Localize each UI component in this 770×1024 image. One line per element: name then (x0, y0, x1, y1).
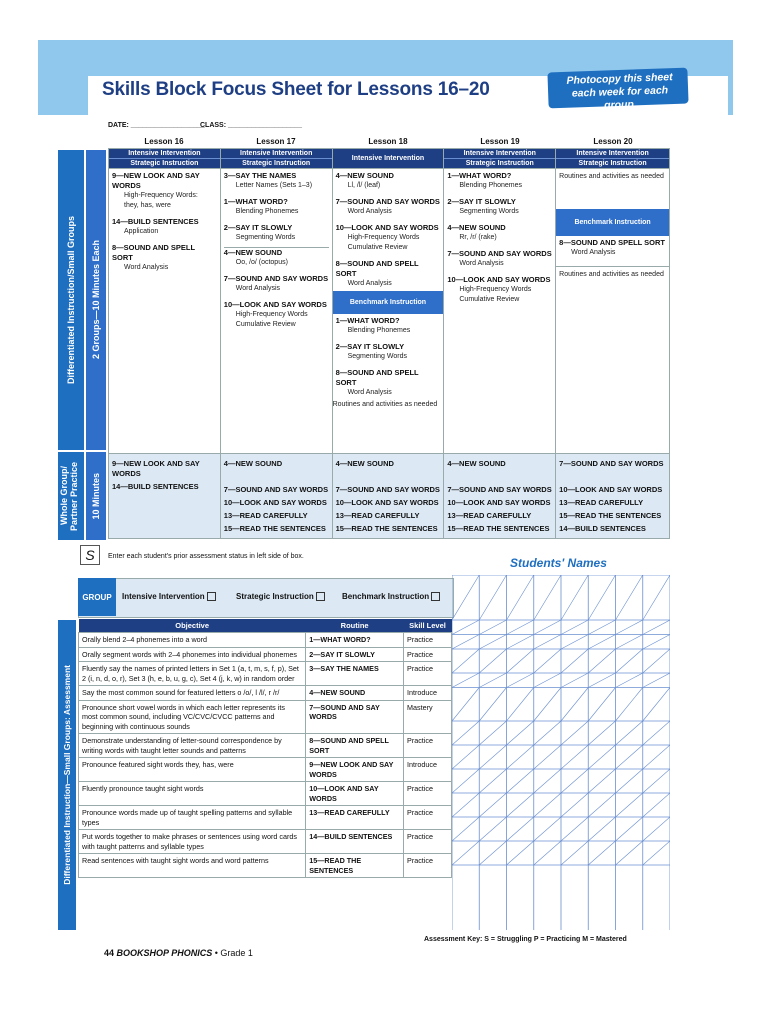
routine-title: 2—SAY IT SLOWLY (335, 342, 405, 351)
grid-cell-diagonal (616, 620, 643, 635)
objective-row (79, 734, 452, 758)
grid-cell-diagonal (616, 793, 643, 817)
whole-group-routine: 14—BUILD SENTENCES (112, 482, 199, 491)
l16-small-groups (109, 169, 221, 454)
grid-cell-diagonal (643, 769, 670, 793)
grid-cell-diagonal (452, 620, 479, 635)
l19-whole-group (444, 454, 556, 539)
whole-group-routine: 15—READ THE SENTENCES (447, 524, 550, 533)
small-group-row (109, 169, 670, 454)
group-label: GROUP (78, 578, 116, 616)
whole-group-row (109, 454, 670, 539)
ten-minutes-side-label: 10 Minutes (86, 452, 106, 540)
whole-group-routine: 10—LOOK AND SAY WORDS (559, 485, 663, 494)
routine-subtitle: High-Frequency Words (235, 311, 308, 318)
whole-group-routine: 9—NEW LOOK AND SAY WORDS (112, 459, 200, 478)
objective-cell: Orally segment words with 2–4 phonemes into individual phonemes (79, 647, 306, 662)
skill-level-cell: Practice (404, 633, 452, 648)
routine-title: 10—LOOK AND SAY WORDS (447, 275, 551, 284)
objective-row (79, 647, 452, 662)
grid-cell-diagonal (616, 817, 643, 841)
routine-subtitle: Cumulative Review (347, 244, 408, 251)
whole-group-routine: 7—SOUND AND SAY WORDS (559, 459, 664, 468)
grid-cell-diagonal (588, 745, 615, 769)
l16-whole-group (109, 454, 221, 539)
brand-name: BOOKSHOP PHONICS (116, 948, 213, 958)
routine-title: 1—WHAT WORD? (335, 316, 400, 325)
photocopy-note: Photocopy this sheet each week for each group. (566, 71, 673, 112)
routine-cell: 13—READ CAREFULLY (306, 806, 404, 830)
strategic-header: Strategic Instruction (109, 158, 220, 168)
lesson-header-row (108, 137, 670, 146)
objective-cell: Demonstrate understanding of letter-sound correspondence by writing words with taught letter sounds and patterns (79, 734, 306, 758)
grid-cell-diagonal (452, 649, 479, 673)
differentiated-side-label: Differentiated Instruction/Small Groups (58, 150, 84, 450)
grid-cell-diagonal (643, 817, 670, 841)
grid-cell-diagonal (507, 841, 534, 865)
grid-cell-diagonal (534, 673, 561, 688)
grid-cell-diagonal (616, 673, 643, 688)
grid-cell-diagonal (507, 745, 534, 769)
name-cell-diagonal (588, 575, 615, 620)
grid-cell-diagonal (561, 745, 588, 769)
grid-cell-diagonal (452, 769, 479, 793)
routine-subtitle: Blending Phonemes (459, 182, 523, 189)
grid-cell-diagonal (643, 745, 670, 769)
assessment-key: Assessment Key: S = Struggling P = Practicing M = Mastered (424, 936, 627, 943)
routine-subtitle: Cumulative Review (235, 321, 296, 328)
page-title: Skills Block Focus Sheet for Lessons 16–20 (102, 79, 490, 100)
grid-cell-diagonal (643, 673, 670, 688)
objective-row (79, 686, 452, 701)
grid-cell-diagonal (588, 817, 615, 841)
routine-subtitle: Rr, /r/ (rake) (459, 234, 497, 241)
skill-level-cell: Practice (404, 830, 452, 854)
grid-cell-diagonal (534, 649, 561, 673)
grid-cell-diagonal (561, 635, 588, 650)
routine-title: 8—SOUND AND SPELL SORT (335, 259, 419, 278)
objective-cell: Pronounce short vowel words in which each letter represents its most common sound, including VC/CVC/CVCC patterns and beginning with continuous sounds (79, 700, 306, 734)
grid-cell-diagonal (479, 769, 506, 793)
grid-cell-diagonal (479, 620, 506, 635)
routine-subtitle: they, has, were (124, 202, 171, 209)
skill-level-cell: Practice (404, 854, 452, 878)
routine-cell: 8—SOUND AND SPELL SORT (306, 734, 404, 758)
grid-cell-diagonal (561, 769, 588, 793)
whole-group-routine: 15—READ THE SENTENCES (335, 524, 438, 533)
grid-cell-diagonal (534, 745, 561, 769)
grid-cell-diagonal (616, 745, 643, 769)
s-icon: S (80, 545, 100, 565)
whole-group-routine: 13—READ CAREFULLY (223, 511, 308, 520)
grid-cell-diagonal (616, 841, 643, 865)
grid-cell-diagonal (479, 649, 506, 673)
l19-small-groups (444, 169, 556, 454)
objective-cell: Put words together to make phrases or sentences using word cards with taught patterns and syllable types (79, 830, 306, 854)
l17-whole-group (220, 454, 332, 539)
benchmark-header: Benchmark Instruction (333, 291, 444, 314)
strategic-header: Strategic Instruction (556, 158, 669, 168)
assessment-instruction: Enter each student's prior assessment status in left side of box. (108, 553, 304, 560)
routine-cell: 7—SOUND AND SAY WORDS (306, 700, 404, 734)
routine-subtitle: High-Frequency Words: (124, 192, 198, 199)
grid-cell-diagonal (588, 673, 615, 688)
schedule-table (108, 148, 670, 539)
grid-cell-diagonal (452, 817, 479, 841)
routine-subtitle: Letter Names (Sets 1–3) (235, 182, 313, 189)
grid-cell-diagonal (479, 721, 506, 745)
grid-cell-diagonal (507, 793, 534, 817)
students-names-label: Students' Names (510, 556, 607, 570)
routine-subtitle: Word Analysis (347, 389, 392, 396)
routine-title: 10—LOOK AND SAY WORDS (223, 300, 327, 309)
grid-cell-diagonal (561, 620, 588, 635)
whole-group-routine: 13—READ CAREFULLY (447, 511, 532, 520)
objective-cell: Pronounce words made up of taught spelling patterns and syllable types (79, 806, 306, 830)
routine-cell: 15—READ THE SENTENCES (306, 854, 404, 878)
whole-group-routine: 10—LOOK AND SAY WORDS (223, 498, 327, 507)
grid-cell-diagonal (588, 635, 615, 650)
routine-subtitle: Ll, /l/ (leaf) (347, 182, 381, 189)
group-option-intensive[interactable]: Intensive Intervention (122, 592, 216, 601)
routine-cell: 10—LOOK AND SAY WORDS (306, 782, 404, 806)
l20-whole-group (556, 454, 670, 539)
objective-cell: Orally blend 2–4 phonemes into a word (79, 633, 306, 648)
objectives-table (78, 619, 452, 878)
two-groups-side-label: 2 Groups—10 Minutes Each (86, 150, 106, 450)
date-label: DATE: ___________________ (108, 122, 205, 129)
lesson-18-header: Lesson 18 (368, 137, 408, 146)
grid-cell-diagonal (452, 745, 479, 769)
routines-note: Routines and activities as needed (332, 401, 438, 408)
grid-cell-diagonal (507, 769, 534, 793)
grid-cell-diagonal (479, 793, 506, 817)
whole-group-routine: 15—READ THE SENTENCES (559, 511, 662, 520)
routine-subtitle: High-Frequency Words (347, 234, 420, 241)
grid-cell-diagonal (616, 635, 643, 650)
routine-title: 4—NEW SOUND (447, 223, 506, 232)
routine-cell: 9—NEW LOOK AND SAY WORDS (306, 758, 404, 782)
routine-title: 7—SOUND AND SAY WORDS (447, 249, 552, 258)
whole-group-routine: 4—NEW SOUND (335, 459, 394, 468)
group-option-strategic[interactable]: Strategic Instruction (236, 592, 325, 601)
grid-cell-diagonal (507, 721, 534, 745)
grid-cell-diagonal (616, 769, 643, 793)
class-label: CLASS: ___________________ (200, 122, 302, 129)
grid-cell-diagonal (643, 649, 670, 673)
grid-cell-diagonal (452, 721, 479, 745)
assessment-side-label: Differentiated Instruction—Small Groups: Assessment (58, 620, 76, 930)
grid-cell-diagonal (479, 841, 506, 865)
objective-cell: Read sentences with taught sight words and word patterns (79, 854, 306, 878)
intensive-header: Intensive Intervention (444, 149, 555, 158)
grid-cell-diagonal (479, 635, 506, 650)
skill-level-cell: Practice (404, 647, 452, 662)
routine-subtitle: Oo, /o/ (octopus) (235, 259, 288, 266)
objective-row (79, 633, 452, 648)
whole-group-routine: 13—READ CAREFULLY (559, 498, 644, 507)
objective-row (79, 806, 452, 830)
routine-subtitle: Word Analysis (347, 208, 392, 215)
l18-small-groups (332, 169, 444, 454)
grid-cell-diagonal (588, 688, 615, 722)
routine-title: 8—SOUND AND SPELL SORT (112, 243, 195, 262)
intensive-header: Intensive Intervention (556, 149, 669, 158)
routine-title: 10—LOOK AND SAY WORDS (335, 223, 439, 232)
objective-cell: Say the most common sound for featured letters o /o/, l /l/, r /r/ (79, 686, 306, 701)
grid-cell-diagonal (643, 793, 670, 817)
grid-cell-diagonal (643, 688, 670, 722)
objective-row (79, 700, 452, 734)
grid-cell-diagonal (561, 721, 588, 745)
grid-cell-diagonal (588, 620, 615, 635)
skill-level-cell: Practice (404, 734, 452, 758)
grid-cell-diagonal (561, 673, 588, 688)
whole-group-routine: 10—LOOK AND SAY WORDS (447, 498, 551, 507)
grid-cell-diagonal (561, 688, 588, 722)
grid-cell-diagonal (588, 769, 615, 793)
routine-title: 7—SOUND AND SAY WORDS (223, 274, 329, 283)
intensive-header: Intensive Intervention (333, 154, 444, 163)
routine-subtitle: Blending Phonemes (347, 327, 411, 334)
grid-cell-diagonal (616, 721, 643, 745)
grid-cell-diagonal (588, 841, 615, 865)
grid-cell-diagonal (534, 635, 561, 650)
grid-cell-diagonal (561, 817, 588, 841)
checkbox-icon[interactable] (207, 592, 216, 601)
grid-cell-diagonal (534, 793, 561, 817)
objective-row (79, 662, 452, 686)
routine-title: 9—NEW LOOK AND SAY WORDS (112, 171, 200, 190)
skill-level-cell: Mastery (404, 700, 452, 734)
routine-cell: 1—WHAT WORD? (306, 633, 404, 648)
objective-cell: Fluently say the names of printed letters in Set 1 (a, t, m, s, f, p), Set 2 (i, n, d, o, r), Set 3 (h, e, b, u, g, c), Set 4 (j, k, w) in random order (79, 662, 306, 686)
grid-cell-diagonal (561, 793, 588, 817)
grid-cell-diagonal (643, 841, 670, 865)
name-cell-diagonal (643, 575, 670, 620)
objective-row (79, 854, 452, 878)
grid-cell-diagonal (452, 635, 479, 650)
grid-cell-diagonal (616, 688, 643, 722)
routine-column-header: Routine (306, 619, 404, 633)
whole-group-routine: 13—READ CAREFULLY (335, 511, 420, 520)
checkbox-icon[interactable] (316, 592, 325, 601)
intensive-header: Intensive Intervention (221, 149, 332, 158)
intensive-header: Intensive Intervention (109, 149, 220, 158)
skill-level-column-header: Skill Level (404, 619, 452, 633)
grid-cell-diagonal (588, 793, 615, 817)
routine-subtitle: Blending Phonemes (235, 208, 299, 215)
student-grid[interactable] (452, 575, 670, 930)
grid-cell-diagonal (507, 673, 534, 688)
l20-small-groups (556, 169, 670, 454)
routine-cell: 3—SAY THE NAMES (306, 662, 404, 686)
objective-row (79, 758, 452, 782)
grid-cell-diagonal (479, 688, 506, 722)
routine-subtitle: Word Analysis (347, 280, 392, 287)
routine-title: 3—SAY THE NAMES (223, 171, 297, 180)
routine-subtitle: Segmenting Words (459, 208, 519, 215)
grid-cell-diagonal (643, 620, 670, 635)
name-cell-diagonal (452, 575, 479, 620)
grade-label: • Grade 1 (214, 948, 253, 958)
grid-cell-diagonal (643, 635, 670, 650)
skill-level-cell: Practice (404, 806, 452, 830)
routine-subtitle: Application (124, 228, 159, 235)
routine-subtitle: Word Analysis (459, 260, 504, 267)
objective-row (79, 830, 452, 854)
l18-whole-group (332, 454, 444, 539)
grid-cell-diagonal (588, 649, 615, 673)
routine-subtitle: Segmenting Words (347, 353, 407, 360)
name-cell-diagonal (561, 575, 588, 620)
whole-group-routine: 4—NEW SOUND (223, 459, 283, 468)
checkbox-icon[interactable] (431, 592, 440, 601)
grid-cell-diagonal (561, 649, 588, 673)
name-cell-diagonal (534, 575, 561, 620)
grid-cell-diagonal (507, 635, 534, 650)
grid-cell-diagonal (534, 769, 561, 793)
routine-title: 2—SAY IT SLOWLY (447, 197, 516, 206)
objective-row (79, 782, 452, 806)
grid-cell-diagonal (479, 745, 506, 769)
grid-cell-diagonal (452, 688, 479, 722)
page-number: 44 (104, 948, 115, 958)
grid-cell-diagonal (534, 817, 561, 841)
grid-cell-diagonal (507, 817, 534, 841)
whole-group-routine: 4—NEW SOUND (447, 459, 506, 468)
lesson-17-header: Lesson 17 (256, 137, 296, 146)
routine-title: 1—WHAT WORD? (223, 197, 288, 206)
routine-title: 1—WHAT WORD? (447, 171, 512, 180)
whole-group-side-label: Whole Group/ Partner Practice (58, 452, 84, 540)
page-footer (104, 948, 253, 958)
strategic-header: Strategic Instruction (444, 158, 555, 168)
routine-title: 8—SOUND AND SPELL SORT (559, 238, 666, 247)
grid-cell-diagonal (452, 673, 479, 688)
grid-cell-diagonal (507, 649, 534, 673)
lesson-20-header: Lesson 20 (593, 137, 633, 146)
routine-subtitle: Word Analysis (235, 285, 281, 292)
routine-title: 8—SOUND AND SPELL SORT (335, 368, 419, 387)
benchmark-header: Benchmark Instruction (556, 209, 669, 236)
whole-group-routine: 7—SOUND AND SAY WORDS (223, 485, 329, 494)
group-header-row (109, 149, 670, 169)
whole-group-routine: 15—READ THE SENTENCES (223, 524, 326, 533)
grid-cell-diagonal (616, 649, 643, 673)
routine-title: 4—NEW SOUND (223, 248, 283, 257)
skill-level-cell: Practice (404, 662, 452, 686)
routine-subtitle: Cumulative Review (459, 296, 520, 303)
grid-cell-diagonal (452, 841, 479, 865)
whole-group-routine: 14—BUILD SENTENCES (559, 524, 646, 533)
routine-subtitle: Word Analysis (124, 264, 169, 271)
name-cell-diagonal (507, 575, 534, 620)
objective-column-header: Objective (79, 619, 306, 633)
routine-cell: 4—NEW SOUND (306, 686, 404, 701)
grid-cell-diagonal (534, 620, 561, 635)
routine-subtitle: High-Frequency Words (459, 286, 532, 293)
name-cell-diagonal (479, 575, 506, 620)
routine-title: 4—NEW SOUND (335, 171, 394, 180)
objective-cell: Fluently pronounce taught sight words (79, 782, 306, 806)
grid-cell-diagonal (534, 721, 561, 745)
grid-cell-diagonal (507, 688, 534, 722)
grid-cell-diagonal (452, 793, 479, 817)
skill-level-cell: Practice (404, 782, 452, 806)
skill-level-cell: Introduce (404, 758, 452, 782)
grid-cell-diagonal (561, 841, 588, 865)
grid-cell-diagonal (507, 620, 534, 635)
routine-title: 14—BUILD SENTENCES (112, 217, 199, 226)
group-option-benchmark[interactable]: Benchmark Instruction (342, 592, 440, 601)
grid-cell-diagonal (643, 721, 670, 745)
routine-title: 7—SOUND AND SAY WORDS (335, 197, 440, 206)
whole-group-routine: 7—SOUND AND SAY WORDS (447, 485, 552, 494)
grid-cell-diagonal (479, 673, 506, 688)
strategic-header: Strategic Instruction (221, 158, 332, 168)
routines-note: Routines and activities as needed (556, 266, 669, 283)
skill-level-cell: Introduce (404, 686, 452, 701)
grid-cell-diagonal (534, 841, 561, 865)
l17-small-groups (220, 169, 332, 454)
grid-cell-diagonal (479, 817, 506, 841)
grid-cell-diagonal (534, 688, 561, 722)
grid-cell-diagonal (588, 721, 615, 745)
whole-group-routine: 10—LOOK AND SAY WORDS (335, 498, 439, 507)
objective-cell: Pronounce featured sight words they, has, were (79, 758, 306, 782)
routines-note: Routines and activities as needed (559, 173, 664, 180)
routine-cell: 2—SAY IT SLOWLY (306, 647, 404, 662)
name-cell-diagonal (616, 575, 643, 620)
routine-cell: 14—BUILD SENTENCES (306, 830, 404, 854)
routine-subtitle: Segmenting Words (235, 234, 296, 241)
lesson-16-header: Lesson 16 (144, 137, 184, 146)
routine-subtitle: Word Analysis (571, 249, 616, 256)
whole-group-routine: 7—SOUND AND SAY WORDS (335, 485, 440, 494)
lesson-19-header: Lesson 19 (480, 137, 520, 146)
routine-title: 2—SAY IT SLOWLY (223, 223, 293, 232)
